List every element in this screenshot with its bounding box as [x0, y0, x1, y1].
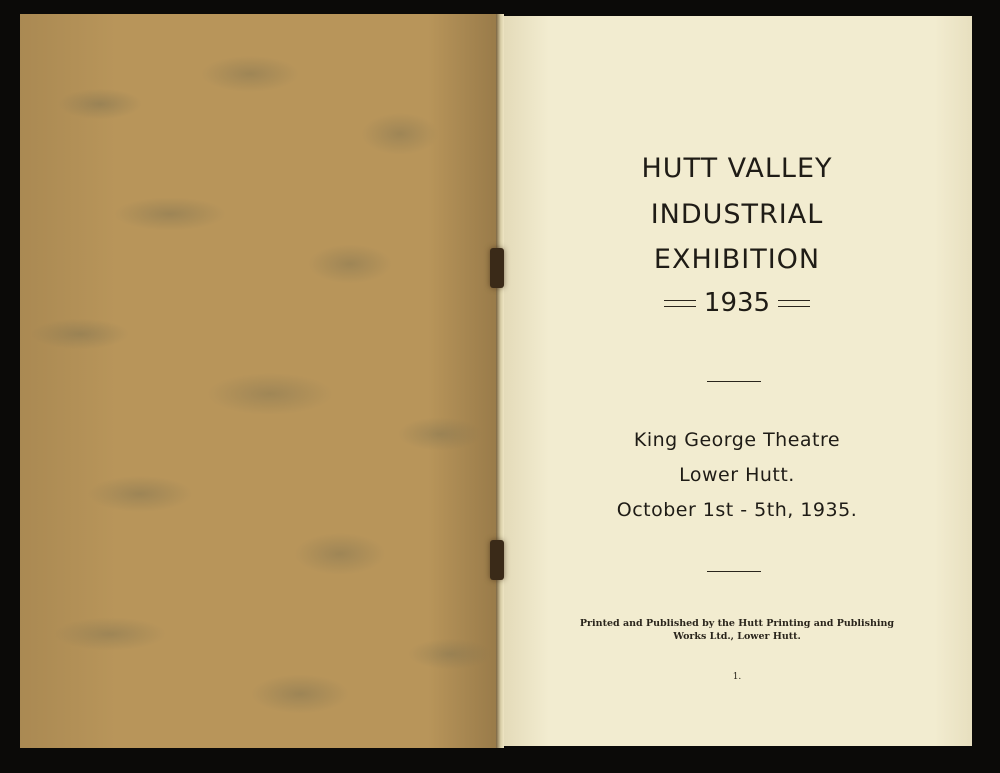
printer-line-2: Works Ltd., Lower Hutt. [673, 631, 801, 642]
venue-line-1: King George Theatre [633, 429, 841, 451]
year-rule-right [778, 300, 810, 307]
book-spine [496, 14, 504, 748]
title-page [502, 16, 972, 746]
page-number: 1. [732, 672, 742, 682]
divider-rule [707, 381, 761, 382]
title-line-3: EXHIBITION [653, 244, 821, 275]
venue-line-2: Lower Hutt. [679, 464, 795, 486]
year-row [502, 288, 972, 318]
stitch-bottom [490, 540, 504, 580]
year-text: 1935 [703, 288, 771, 318]
marbled-endpaper [20, 14, 500, 748]
venue-line-3: October 1st - 5th, 1935. [616, 499, 858, 521]
printer-line-1: Printed and Published by the Hutt Printing and Publishing [579, 618, 895, 629]
stitch-top [490, 248, 504, 288]
divider-rule [707, 571, 761, 572]
title-line-1: HUTT VALLEY [641, 153, 833, 184]
title-line-2: INDUSTRIAL [650, 199, 824, 230]
year-rule-left [664, 300, 696, 307]
